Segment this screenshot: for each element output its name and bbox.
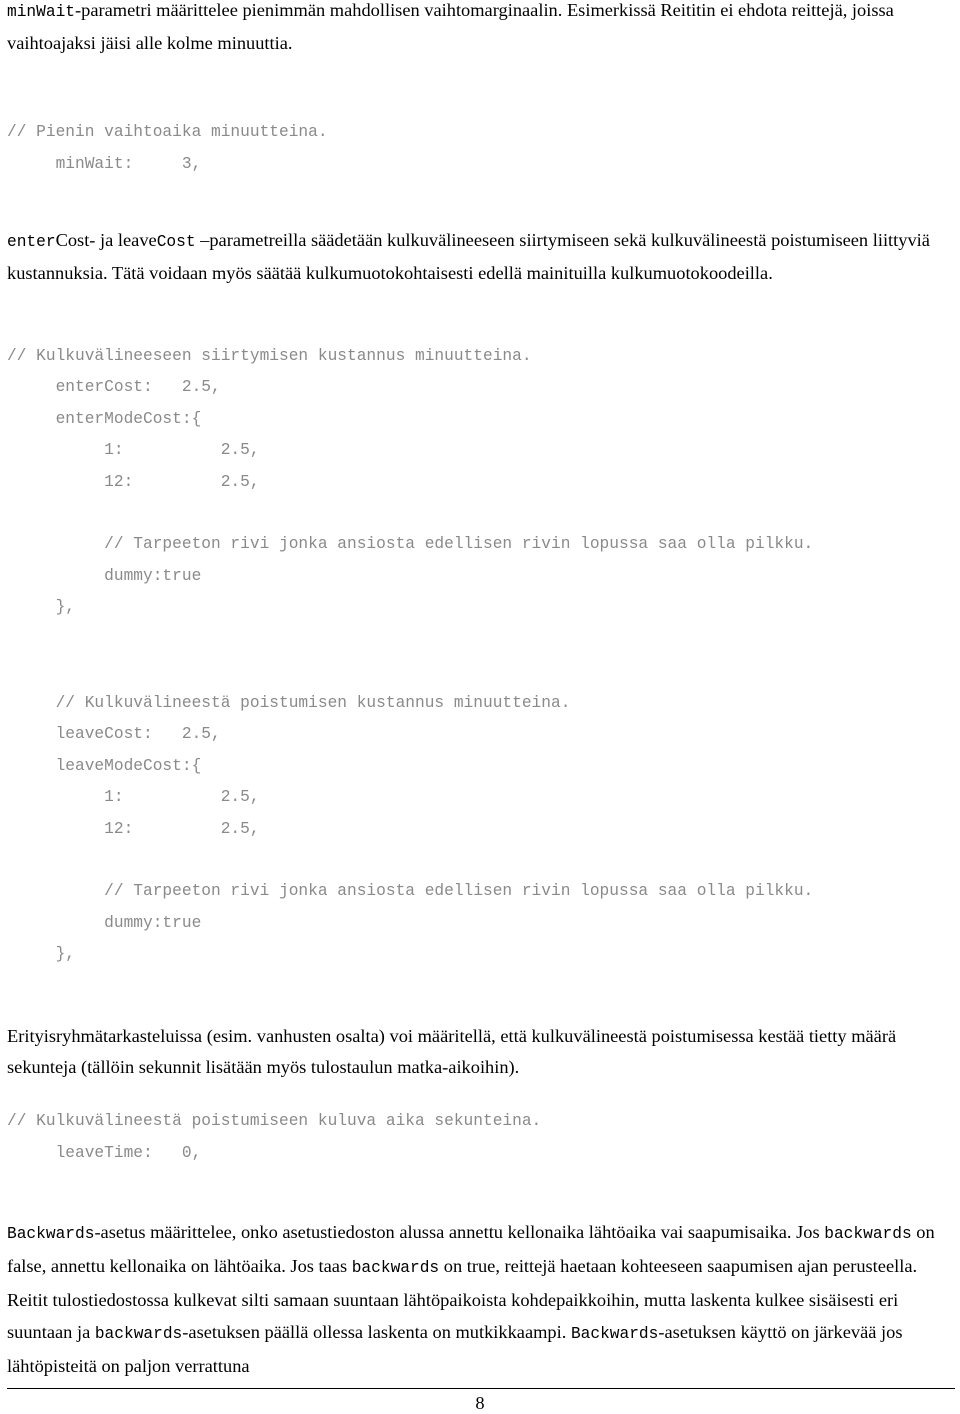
text-run: on true, reittejä haetaan kohteeseen saapumisen ajan perusteella. Reitit tulostiedostossa kulkevat silti samaan suuntaan lähtöpaikoista kohdepaikkoihin, mutta laskenta kulkee sisäisesti eri suuntaan ja — [7, 1256, 918, 1342]
inline-code-term: backwards — [94, 1325, 183, 1343]
text-run: -parametri määrittelee pienimmän mahdollisen vaihtomarginaalin. Esimerkissä Reititin ei ehdota reittejä, joissa vaihtoajaksi jäisi alle kolme minuuttia. — [7, 0, 894, 54]
text-run: on false, annettu kellonaika on lähtöaika. Jos taas — [7, 1222, 935, 1276]
inline-code-term: enter — [7, 233, 56, 251]
code-block-leavecost: // Kulkuvälineestä poistumisen kustannus minuutteina. leaveCost: 2.5, leaveModeCost:{ 1: 2.5, 12: 2.5, // Tarpeeton rivi jonka ansiosta edellisen rivin lopussa saa olla pilkku. dummy:true }, — [55, 694, 814, 964]
inline-code-term: backwards — [351, 1259, 440, 1277]
inline-code-term: Cost — [156, 233, 196, 251]
text-run: –parametreilla säädetään kulkuvälineeseen siirtymiseen sekä kulkuvälineestä poistumiseen liittyviä kustannuksia. Tätä voidaan myös säätää kulkumuotokohtaisesti edellä mainituilla kulkumuotokoodeilla. — [7, 230, 930, 284]
inline-code-term: Backwards — [570, 1325, 659, 1343]
paragraph-minwait — [7, 0, 955, 59]
page-number: 8 — [475, 1393, 485, 1413]
code-block-leavetime: // Kulkuvälineestä poistumiseen kuluva aika sekunteina. leaveTime: 0, — [7, 1112, 542, 1162]
text-run: Cost- ja leave — [55, 230, 157, 250]
text-run: -asetuksen käyttö on järkevää jos lähtöpisteitä on paljon verrattuna — [7, 1322, 903, 1376]
inline-code-term: backwards — [824, 1225, 912, 1243]
paragraph-entercost-leavecost — [7, 225, 955, 289]
inline-code-term: minWait — [7, 3, 75, 21]
paragraph-backwards — [7, 1216, 955, 1382]
inline-code-term: Backwards — [7, 1225, 95, 1243]
code-block-minwait: // Pienin vaihtoaika minuutteina. minWait: 3, — [7, 123, 328, 173]
paragraph-leavetime — [7, 1021, 955, 1083]
footer-rule — [7, 1388, 955, 1389]
text-run: -asetus määrittelee, onko asetustiedoston alussa annettu kellonaika lähtöaika vai saapumisaika. Jos — [94, 1222, 825, 1242]
code-block-entercost: // Kulkuvälineeseen siirtymisen kustannus minuutteina. enterCost: 2.5, enterModeCost:{ 1: 2.5, 12: 2.5, // Tarpeeton rivi jonka ansiosta edellisen rivin lopussa saa olla pilkku. dummy:true }, — [7, 347, 814, 617]
text-run: -asetuksen päällä ollessa laskenta on mutkikkaampi. — [182, 1322, 571, 1342]
text-run: Erityisryhmätarkasteluissa (esim. vanhusten osalta) voi määritellä, että kulkuvälineestä poistumisessa kestää tietty määrä sekunteja (tällöin sekunnit lisätään myös tulostaulun matka-aikoihin). — [7, 1026, 897, 1078]
